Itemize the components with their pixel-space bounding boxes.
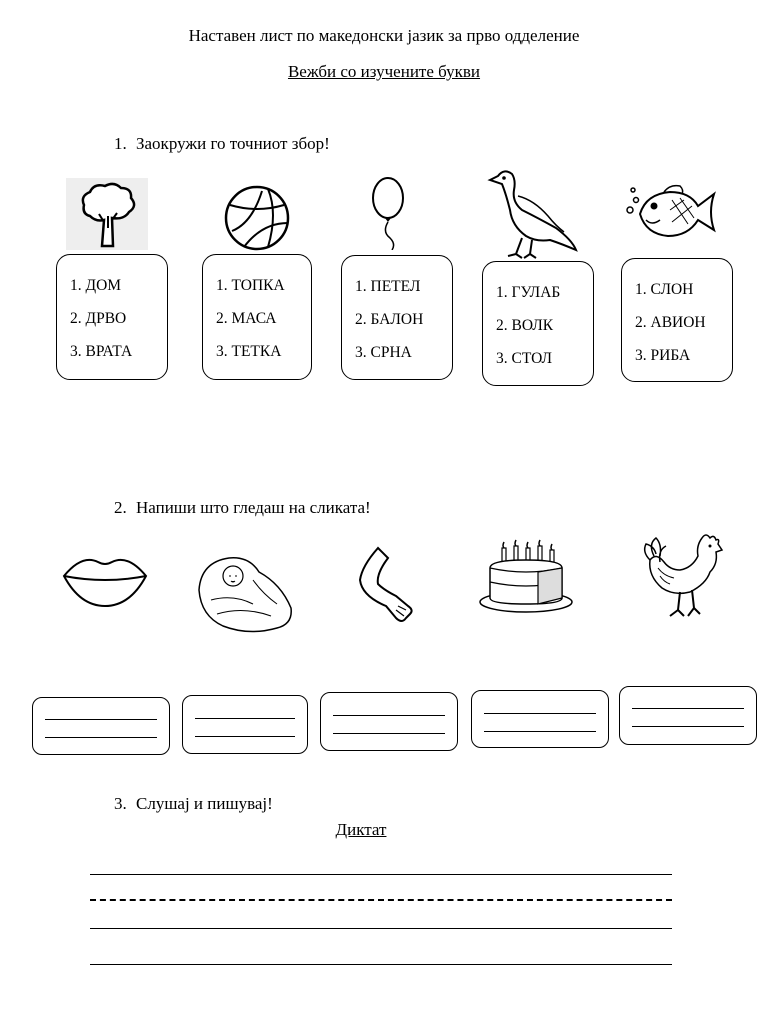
answer-box-5[interactable] — [619, 686, 757, 745]
question-1-prompt: Заокружи го точниот збор! — [136, 134, 330, 153]
answer-line[interactable] — [195, 718, 295, 719]
fish-icon — [624, 180, 718, 242]
dictation-line-2[interactable] — [90, 899, 672, 901]
answer-line[interactable] — [333, 733, 445, 734]
option-box-5[interactable] — [621, 258, 733, 382]
answer-box-3[interactable] — [320, 692, 458, 751]
option-item[interactable]: 3. ВРАТА — [70, 343, 133, 360]
question-3-number: 3. — [114, 794, 127, 813]
dictation-heading: Диктат — [335, 820, 387, 839]
answer-line[interactable] — [333, 715, 445, 716]
dictation-line-4[interactable] — [90, 964, 672, 965]
option-item[interactable]: 2. ВОЛК — [496, 317, 554, 334]
answer-box-2[interactable] — [182, 695, 308, 754]
option-box-4[interactable] — [482, 261, 594, 386]
dictation-line-1[interactable] — [90, 874, 672, 875]
question-2-heading — [114, 498, 371, 518]
cake-icon — [478, 538, 576, 614]
option-item[interactable]: 1. СЛОН — [635, 281, 694, 298]
dictation-line-3[interactable] — [90, 928, 672, 929]
option-box-3[interactable] — [341, 255, 453, 380]
answer-box-4[interactable] — [471, 690, 609, 748]
answer-line[interactable] — [632, 726, 744, 727]
option-item[interactable]: 3. ТЕТКА — [216, 343, 282, 360]
option-item[interactable]: 3. РИБА — [635, 347, 691, 364]
answer-line[interactable] — [45, 719, 157, 720]
option-item[interactable]: 2. МАСА — [216, 310, 277, 327]
question-3-heading — [114, 794, 273, 814]
answer-line[interactable] — [195, 736, 295, 737]
tree-icon — [66, 178, 148, 250]
option-item[interactable]: 1. ТОПКА — [216, 277, 285, 294]
option-box-1[interactable] — [56, 254, 168, 380]
option-item[interactable]: 1. ДОМ — [70, 277, 122, 294]
lips-icon — [60, 550, 150, 610]
option-item[interactable]: 2. ДРВО — [70, 310, 127, 327]
option-item[interactable]: 3. СРНА — [355, 344, 412, 361]
answer-line[interactable] — [484, 713, 596, 714]
answer-line[interactable] — [632, 708, 744, 709]
option-item[interactable]: 2. БАЛОН — [355, 311, 424, 328]
option-item[interactable]: 1. ГУЛАБ — [496, 284, 561, 301]
answer-line[interactable] — [484, 731, 596, 732]
pigeon-icon — [486, 166, 578, 260]
option-item[interactable]: 3. СТОЛ — [496, 350, 553, 367]
page-subtitle: Вежби со изучените букви — [287, 62, 481, 81]
question-2-number: 2. — [114, 498, 127, 517]
answer-box-1[interactable] — [32, 697, 170, 755]
page-title: Наставен лист по македонски јазик за прво одделение — [188, 26, 580, 45]
baby-icon — [193, 550, 297, 640]
question-1-number: 1. — [114, 134, 127, 153]
option-item[interactable]: 2. АВИОН — [635, 314, 706, 331]
option-item[interactable]: 1. ПЕТЕЛ — [355, 278, 421, 295]
balloon-icon — [368, 174, 408, 250]
rooster-icon — [640, 532, 728, 622]
question-3-prompt: Слушај и пишувај! — [136, 794, 273, 813]
answer-line[interactable] — [45, 737, 157, 738]
question-2-prompt: Напиши што гледаш на сликата! — [136, 498, 371, 517]
arm-icon — [356, 544, 416, 626]
question-1-heading — [114, 134, 330, 154]
option-box-2[interactable] — [202, 254, 312, 380]
ball-icon — [222, 183, 292, 253]
